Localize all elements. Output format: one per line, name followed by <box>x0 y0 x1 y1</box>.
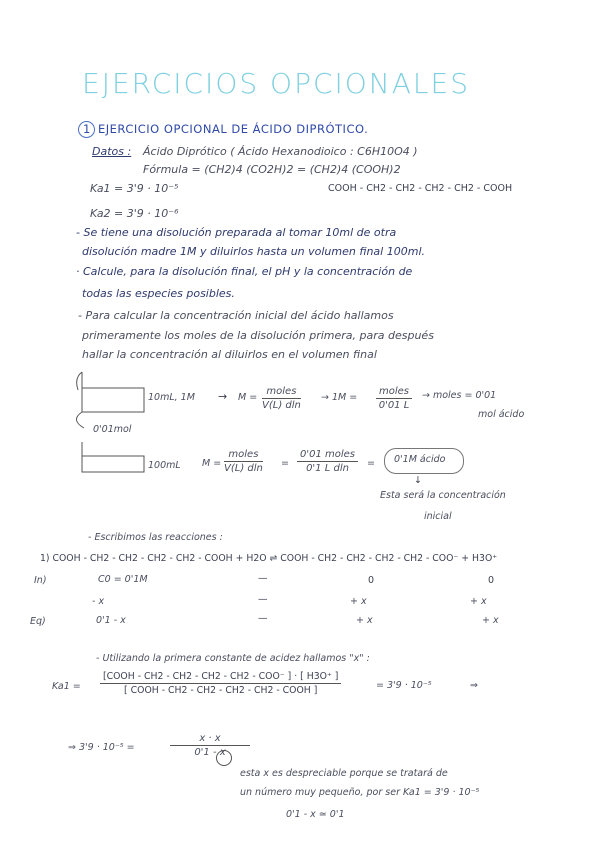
approx-result: 0'1 - x ≃ 0'1 <box>286 809 345 820</box>
approx-note-line1: esta x es despreciable porque se tratará de <box>240 768 448 779</box>
datos-label: Datos : <box>92 145 132 158</box>
approx-note-line2: un número muy pequeño, por ser Ka1 = 3'9 · 10⁻⁵ <box>240 787 480 798</box>
m-eq-2: M = <box>202 458 222 469</box>
datos-chain: COOH - CH2 - CH2 - CH2 - CH2 - COOH <box>328 183 513 194</box>
change-acid: - x <box>92 596 105 607</box>
equilibrium-label: Eq) <box>30 616 46 627</box>
page-title: EJERCICIOS OPCIONALES <box>82 67 470 100</box>
fraction-2 <box>376 386 412 411</box>
ka-implies-arrow: ⇒ <box>470 680 478 691</box>
fraction-1 <box>262 386 301 411</box>
equilibrium-acid: 0'1 - x <box>96 615 126 626</box>
step-fraction-num: x · x <box>170 733 250 746</box>
fraction-1-num: moles <box>262 386 301 399</box>
equilibrium-h3o: + x <box>482 615 499 626</box>
datos-formula: Fórmula = (CH2)4 (CO2H)2 = (CH2)4 (COOH)2 <box>143 163 401 176</box>
change-water: — <box>258 594 268 605</box>
section-heading: EJERCICIO OPCIONAL DE ÁCIDO DIPRÓTICO. <box>98 122 369 136</box>
statement-line1: - Se tiene una disolución preparada al tomar 10ml de otra <box>76 226 397 239</box>
explain-line2: primeramente los moles de la disolución primera, para después <box>82 329 434 342</box>
statement-line4: todas las especies posibles. <box>82 287 235 300</box>
initial-label: In) <box>34 575 47 586</box>
note-line2: inicial <box>424 511 452 522</box>
change-h3o: + x <box>470 596 487 607</box>
fraction-2-num: moles <box>376 386 412 399</box>
arrow-1: → <box>218 390 228 403</box>
reactions-intro: - Escribimos las reacciones : <box>88 532 223 543</box>
statement-line3: · Calcule, para la disolución final, el pH y la concentración de <box>76 265 413 278</box>
fraction-4-num: 0'01 moles <box>297 449 358 462</box>
equilibrium-anion: + x <box>356 615 373 626</box>
ka-fraction-den: [ COOH - CH2 - CH2 - CH2 - CH2 - COOH ] <box>124 685 318 696</box>
ka1-label: Ka1 = <box>52 681 81 692</box>
note-line1: Esta será la concentración <box>380 490 506 501</box>
m-eq-1: M = <box>238 392 258 403</box>
moles-result-unit: mol ácido <box>478 409 525 420</box>
moles-result: → moles = 0'01 <box>422 390 497 401</box>
fraction-3-num: moles <box>224 449 263 462</box>
step-fraction-den: 0'1 - x <box>194 747 226 758</box>
section-number: 1 <box>83 122 91 136</box>
ka-result: = 3'9 · 10⁻⁵ <box>376 680 432 691</box>
initial-water: — <box>258 573 268 584</box>
ka-fraction <box>100 671 341 696</box>
initial-anion: 0 <box>368 575 375 586</box>
fraction-3-den: V(L) dln <box>224 463 263 474</box>
result-value: 0'1M ácido <box>394 454 446 465</box>
fraction-4-den: 0'1 L dln <box>306 463 349 474</box>
fraction-2-den: 0'01 L <box>378 400 410 411</box>
eq-sign-2: = <box>367 458 375 469</box>
step-lhs: ⇒ 3'9 · 10⁻⁵ = <box>68 742 135 753</box>
datos-ka2: Ka2 = 3'9 · 10⁻⁶ <box>90 207 179 220</box>
ka-intro: - Utilizando la primera constante de acidez hallamos "x" : <box>96 653 370 664</box>
equilibrium-water: — <box>258 613 268 624</box>
eq-sign-1: = <box>281 458 289 469</box>
beaker2-label: 100mL <box>148 460 181 471</box>
step-fraction <box>170 733 250 758</box>
reaction-equation: 1) COOH - CH2 - CH2 - CH2 - CH2 - COOH + H2O ⇌ COOH - CH2 - CH2 - CH2 - CH2 - COO⁻ + H3O⁺ <box>40 553 498 564</box>
fraction-3 <box>224 449 263 474</box>
ka-fraction-num: [COOH - CH2 - CH2 - CH2 - CH2 - COO⁻ ] · [ H3O⁺ ] <box>100 671 341 684</box>
initial-c0: C0 = 0'1M <box>98 574 148 585</box>
change-anion: + x <box>350 596 367 607</box>
fraction-1-den: V(L) dln <box>262 400 301 411</box>
initial-h3o: 0 <box>488 575 495 586</box>
x-circle <box>216 750 232 766</box>
datos-ka1: Ka1 = 3'9 · 10⁻⁵ <box>90 182 179 195</box>
beaker1-label: 10mL, 1M <box>148 392 195 403</box>
explain-line1: - Para calcular la concentración inicial del ácido hallamos <box>78 309 394 322</box>
statement-line2: disolución madre 1M y diluirlos hasta un volumen final 100ml. <box>82 245 425 258</box>
datos-line1: Ácido Diprótico ( Ácido Hexanodioico : C6H10O4 ) <box>143 145 418 158</box>
dilution-diagram <box>70 368 160 478</box>
one-m-eq: → 1M = <box>321 392 358 403</box>
explain-line3: hallar la concentración al diluirlos en el volumen final <box>82 348 377 361</box>
down-arrow: ↓ <box>414 475 422 486</box>
mol-label: 0'01mol <box>93 424 132 435</box>
fraction-4 <box>297 449 358 474</box>
